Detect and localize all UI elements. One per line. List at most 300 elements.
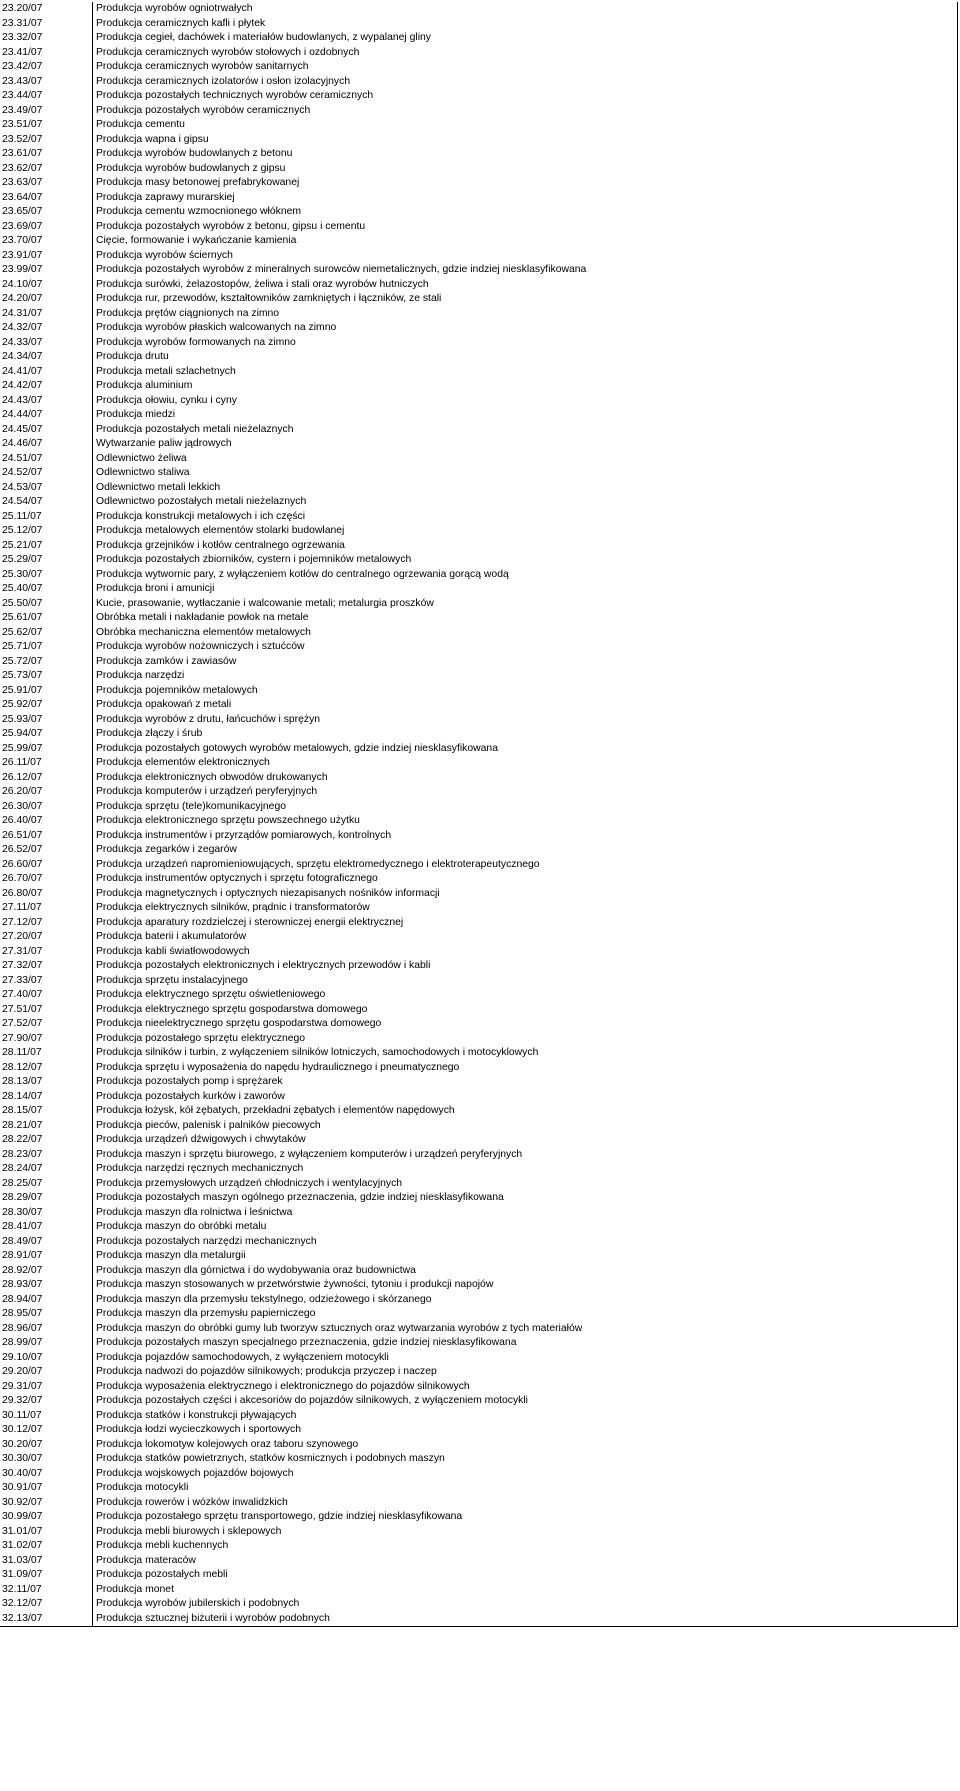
activity-code: 23.42/07	[0, 60, 93, 75]
activity-code: 26.52/07	[0, 843, 93, 858]
activity-code: 26.11/07	[0, 756, 93, 771]
table-row	[0, 17, 958, 32]
activity-description: Produkcja maszyn dla metalurgii	[93, 1249, 958, 1264]
activity-description: Wytwarzanie paliw jądrowych	[93, 437, 958, 452]
table-row	[0, 379, 958, 394]
table-row	[0, 292, 958, 307]
activity-description: Produkcja metali szlachetnych	[93, 365, 958, 380]
table-row	[0, 814, 958, 829]
table-row	[0, 1119, 958, 1134]
activity-code: 29.31/07	[0, 1380, 93, 1395]
activity-description: Produkcja aluminium	[93, 379, 958, 394]
activity-description: Produkcja pozostałych wyrobów ceramicznych	[93, 104, 958, 119]
activity-description: Produkcja wyrobów budowlanych z gipsu	[93, 162, 958, 177]
activity-description: Produkcja statków i konstrukcji pływających	[93, 1409, 958, 1424]
activity-code: 24.53/07	[0, 481, 93, 496]
activity-code: 23.62/07	[0, 162, 93, 177]
table-row	[0, 611, 958, 626]
activity-code: 28.23/07	[0, 1148, 93, 1163]
activity-description: Produkcja urządzeń napromieniowujących, sprzętu elektromedycznego i elektroterapeutycznego	[93, 858, 958, 873]
table-row	[0, 829, 958, 844]
activity-description: Produkcja wyrobów ściernych	[93, 249, 958, 264]
activity-code: 25.93/07	[0, 713, 93, 728]
activity-code: 23.63/07	[0, 176, 93, 191]
activity-code: 28.30/07	[0, 1206, 93, 1221]
table-row	[0, 1293, 958, 1308]
activity-description: Produkcja wyrobów budowlanych z betonu	[93, 147, 958, 162]
activity-description: Produkcja kabli światłowodowych	[93, 945, 958, 960]
table-row	[0, 2, 958, 17]
table-row	[0, 510, 958, 525]
table-row	[0, 1394, 958, 1409]
activity-code: 30.91/07	[0, 1481, 93, 1496]
activity-code: 25.40/07	[0, 582, 93, 597]
activity-code: 23.49/07	[0, 104, 93, 119]
activity-description: Produkcja nieelektrycznego sprzętu gospodarstwa domowego	[93, 1017, 958, 1032]
table-row	[0, 234, 958, 249]
table-row	[0, 1104, 958, 1119]
activity-description: Produkcja motocykli	[93, 1481, 958, 1496]
activity-code: 30.20/07	[0, 1438, 93, 1453]
activity-code: 28.13/07	[0, 1075, 93, 1090]
activity-description: Produkcja pieców, palenisk i palników piecowych	[93, 1119, 958, 1134]
activity-code: 31.03/07	[0, 1554, 93, 1569]
table-row	[0, 423, 958, 438]
table-row	[0, 945, 958, 960]
activity-code: 28.95/07	[0, 1307, 93, 1322]
table-row	[0, 1148, 958, 1163]
activity-code: 24.52/07	[0, 466, 93, 481]
table-row	[0, 1568, 958, 1583]
activity-code: 28.94/07	[0, 1293, 93, 1308]
table-row	[0, 495, 958, 510]
table-row	[0, 394, 958, 409]
activity-description: Produkcja sprzętu (tele)komunikacyjnego	[93, 800, 958, 815]
table-row	[0, 684, 958, 699]
activity-description: Produkcja cementu	[93, 118, 958, 133]
table-row	[0, 1307, 958, 1322]
activity-description: Odlewnictwo staliwa	[93, 466, 958, 481]
table-row	[0, 1336, 958, 1351]
table-row	[0, 974, 958, 989]
table-row	[0, 1583, 958, 1598]
activity-description: Produkcja miedzi	[93, 408, 958, 423]
activity-code: 23.61/07	[0, 147, 93, 162]
activity-description: Produkcja elektrycznego sprzętu oświetleniowego	[93, 988, 958, 1003]
table-row	[0, 582, 958, 597]
activity-description: Odlewnictwo metali lekkich	[93, 481, 958, 496]
activity-description: Produkcja broni i amunicji	[93, 582, 958, 597]
activity-code: 27.12/07	[0, 916, 93, 931]
activity-code: 24.43/07	[0, 394, 93, 409]
table-row	[0, 1467, 958, 1482]
activity-description: Produkcja materaców	[93, 1554, 958, 1569]
activity-code: 28.22/07	[0, 1133, 93, 1148]
activity-code: 23.43/07	[0, 75, 93, 90]
activity-code: 26.12/07	[0, 771, 93, 786]
activity-code: 24.31/07	[0, 307, 93, 322]
table-row	[0, 1409, 958, 1424]
table-row	[0, 713, 958, 728]
activity-code: 23.20/07	[0, 2, 93, 17]
table-row	[0, 147, 958, 162]
table-row	[0, 1423, 958, 1438]
activity-code: 25.12/07	[0, 524, 93, 539]
activity-code: 28.91/07	[0, 1249, 93, 1264]
table-row	[0, 89, 958, 104]
activity-description: Produkcja baterii i akumulatorów	[93, 930, 958, 945]
activity-code: 24.10/07	[0, 278, 93, 293]
table-row	[0, 133, 958, 148]
activity-description: Produkcja ceramicznych wyrobów sanitarnych	[93, 60, 958, 75]
activity-code: 24.34/07	[0, 350, 93, 365]
table-row	[0, 104, 958, 119]
activity-description: Produkcja mebli biurowych i sklepowych	[93, 1525, 958, 1540]
activity-code: 25.91/07	[0, 684, 93, 699]
activity-code: 28.49/07	[0, 1235, 93, 1250]
table-row	[0, 698, 958, 713]
activity-description: Produkcja cementu wzmocnionego włóknem	[93, 205, 958, 220]
activity-code: 26.40/07	[0, 814, 93, 829]
activity-description: Odlewnictwo pozostałych metali nieżelaznych	[93, 495, 958, 510]
activity-description: Produkcja elektrycznego sprzętu gospodarstwa domowego	[93, 1003, 958, 1018]
activity-code: 23.32/07	[0, 31, 93, 46]
table-row	[0, 655, 958, 670]
activity-description: Produkcja wyrobów nożowniczych i sztućców	[93, 640, 958, 655]
activity-code: 23.44/07	[0, 89, 93, 104]
activity-code: 27.32/07	[0, 959, 93, 974]
table-row	[0, 176, 958, 191]
activity-code: 32.11/07	[0, 1583, 93, 1598]
table-row	[0, 1496, 958, 1511]
activity-description: Produkcja cegieł, dachówek i materiałów budowlanych, z wypalanej gliny	[93, 31, 958, 46]
activity-description: Produkcja urządzeń dźwigowych i chwytaków	[93, 1133, 958, 1148]
activity-code: 26.60/07	[0, 858, 93, 873]
table-row	[0, 1191, 958, 1206]
activity-description: Produkcja wyrobów płaskich walcowanych na zimno	[93, 321, 958, 336]
table-row	[0, 437, 958, 452]
activity-description: Produkcja lokomotyw kolejowych oraz taboru szynowego	[93, 1438, 958, 1453]
table-row	[0, 887, 958, 902]
activity-description: Produkcja maszyn dla przemysłu tekstylnego, odzieżowego i skórzanego	[93, 1293, 958, 1308]
table-row	[0, 1017, 958, 1032]
table-row	[0, 930, 958, 945]
activity-description: Produkcja ceramicznych kafli i płytek	[93, 17, 958, 32]
table-row	[0, 1235, 958, 1250]
activity-description: Produkcja elektrycznych silników, prądnic i transformatorów	[93, 901, 958, 916]
activity-code: 23.41/07	[0, 46, 93, 61]
activity-code: 28.11/07	[0, 1046, 93, 1061]
activity-code: 29.32/07	[0, 1394, 93, 1409]
activity-description: Produkcja łodzi wycieczkowych i sportowych	[93, 1423, 958, 1438]
table-row	[0, 1351, 958, 1366]
table-row	[0, 1075, 958, 1090]
activity-description: Produkcja wojskowych pojazdów bojowych	[93, 1467, 958, 1482]
table-row	[0, 1597, 958, 1612]
activity-code: 31.09/07	[0, 1568, 93, 1583]
table-row	[0, 1177, 958, 1192]
activity-code: 24.46/07	[0, 437, 93, 452]
activity-description: Produkcja pojazdów samochodowych, z wyłączeniem motocykli	[93, 1351, 958, 1366]
activity-code: 25.29/07	[0, 553, 93, 568]
activity-description: Produkcja silników i turbin, z wyłączeniem silników lotniczych, samochodowych i motocyklowych	[93, 1046, 958, 1061]
activity-description: Produkcja przemysłowych urządzeń chłodniczych i wentylacyjnych	[93, 1177, 958, 1192]
table-row	[0, 1220, 958, 1235]
activity-code: 27.11/07	[0, 901, 93, 916]
activity-code: 28.96/07	[0, 1322, 93, 1337]
activity-code: 23.69/07	[0, 220, 93, 235]
activity-description: Produkcja prętów ciągnionych na zimno	[93, 307, 958, 322]
activity-description: Produkcja pozostałych maszyn specjalnego przeznaczenia, gdzie indziej niesklasyfikowana	[93, 1336, 958, 1351]
activity-description: Produkcja instrumentów optycznych i sprzętu fotograficznego	[93, 872, 958, 887]
activity-description: Produkcja statków powietrznych, statków kosmicznych i podobnych maszyn	[93, 1452, 958, 1467]
activity-code: 28.99/07	[0, 1336, 93, 1351]
activity-description: Produkcja sprzętu instalacyjnego	[93, 974, 958, 989]
activity-code: 30.92/07	[0, 1496, 93, 1511]
activity-description: Produkcja wyrobów ogniotrwałych	[93, 2, 958, 17]
activity-code: 28.92/07	[0, 1264, 93, 1279]
activity-code: 30.40/07	[0, 1467, 93, 1482]
activity-description: Produkcja pozostałych narzędzi mechanicznych	[93, 1235, 958, 1250]
activity-code: 28.25/07	[0, 1177, 93, 1192]
table-row	[0, 60, 958, 75]
activity-code: 23.31/07	[0, 17, 93, 32]
activity-code: 28.12/07	[0, 1061, 93, 1076]
table-row	[0, 452, 958, 467]
table-row	[0, 1133, 958, 1148]
table-row	[0, 46, 958, 61]
activity-code: 25.62/07	[0, 626, 93, 641]
activity-code: 24.51/07	[0, 452, 93, 467]
table-row	[0, 1510, 958, 1525]
table-row	[0, 408, 958, 423]
table-row	[0, 858, 958, 873]
activity-description: Produkcja maszyn dla rolnictwa i leśnictwa	[93, 1206, 958, 1221]
activity-description: Produkcja pozostałych kurków i zaworów	[93, 1090, 958, 1105]
activity-description: Produkcja maszyn i sprzętu biurowego, z wyłączeniem komputerów i urządzeń peryferyjnych	[93, 1148, 958, 1163]
activity-code: 24.41/07	[0, 365, 93, 380]
table-row	[0, 365, 958, 380]
activity-description: Produkcja łożysk, kół zębatych, przekładni zębatych i elementów napędowych	[93, 1104, 958, 1119]
table-row	[0, 1452, 958, 1467]
activity-description: Produkcja komputerów i urządzeń peryferyjnych	[93, 785, 958, 800]
activity-code: 28.15/07	[0, 1104, 93, 1119]
activity-description: Produkcja maszyn stosowanych w przetwórstwie żywności, tytoniu i produkcji napojów	[93, 1278, 958, 1293]
activity-description: Produkcja wyrobów formowanych na zimno	[93, 336, 958, 351]
activity-description: Produkcja wyrobów z drutu, łańcuchów i sprężyn	[93, 713, 958, 728]
activity-code: 27.31/07	[0, 945, 93, 960]
table-row	[0, 1554, 958, 1569]
activity-description: Produkcja mebli kuchennych	[93, 1539, 958, 1554]
activity-description: Produkcja złączy i śrub	[93, 727, 958, 742]
table-row	[0, 1278, 958, 1293]
activity-description: Produkcja ceramicznych wyrobów stołowych i ozdobnych	[93, 46, 958, 61]
table-row	[0, 1206, 958, 1221]
activity-code: 31.02/07	[0, 1539, 93, 1554]
activity-description: Produkcja pozostałych zbiorników, cystern i pojemników metalowych	[93, 553, 958, 568]
activity-code: 29.10/07	[0, 1351, 93, 1366]
table-row	[0, 1365, 958, 1380]
activity-code: 24.32/07	[0, 321, 93, 336]
activity-code: 28.41/07	[0, 1220, 93, 1235]
table-row	[0, 263, 958, 278]
activity-description: Produkcja pozostałych wyrobów z betonu, gipsu i cementu	[93, 220, 958, 235]
table-row	[0, 162, 958, 177]
table-row	[0, 1525, 958, 1540]
activity-code: 23.52/07	[0, 133, 93, 148]
activity-code: 27.33/07	[0, 974, 93, 989]
table-row	[0, 249, 958, 264]
table-row	[0, 1061, 958, 1076]
table-row	[0, 1264, 958, 1279]
table-row	[0, 742, 958, 757]
table-row	[0, 278, 958, 293]
activity-code: 28.14/07	[0, 1090, 93, 1105]
table-row	[0, 669, 958, 684]
table-row	[0, 1046, 958, 1061]
activity-code: 31.01/07	[0, 1525, 93, 1540]
table-row	[0, 220, 958, 235]
activity-description: Produkcja narzędzi ręcznych mechanicznych	[93, 1162, 958, 1177]
activity-code: 32.12/07	[0, 1597, 93, 1612]
activity-code: 27.52/07	[0, 1017, 93, 1032]
table-row	[0, 916, 958, 931]
activity-description: Produkcja nadwozi do pojazdów silnikowych; produkcja przyczep i naczep	[93, 1365, 958, 1380]
table-row	[0, 800, 958, 815]
table-row	[0, 1322, 958, 1337]
activity-description: Produkcja wytwornic pary, z wyłączeniem kotłów do centralnego ogrzewania gorącą wodą	[93, 568, 958, 583]
activity-code: 25.21/07	[0, 539, 93, 554]
table-row	[0, 31, 958, 46]
classification-table	[0, 2, 958, 1627]
activity-description: Produkcja pozostałych gotowych wyrobów metalowych, gdzie indziej niesklasyfikowana	[93, 742, 958, 757]
table-row	[0, 1249, 958, 1264]
activity-description: Produkcja maszyn dla górnictwa i do wydobywania oraz budownictwa	[93, 1264, 958, 1279]
activity-code: 27.40/07	[0, 988, 93, 1003]
activity-description: Kucie, prasowanie, wytłaczanie i walcowanie metali; metalurgia proszków	[93, 597, 958, 612]
activity-description: Produkcja opakowań z metali	[93, 698, 958, 713]
activity-description: Cięcie, formowanie i wykańczanie kamienia	[93, 234, 958, 249]
table-row	[0, 481, 958, 496]
activity-code: 23.99/07	[0, 263, 93, 278]
table-row	[0, 1539, 958, 1554]
activity-description: Produkcja pozostałych mebli	[93, 1568, 958, 1583]
activity-code: 25.30/07	[0, 568, 93, 583]
activity-description: Produkcja pozostałych technicznych wyrobów ceramicznych	[93, 89, 958, 104]
activity-description: Produkcja rowerów i wózków inwalidzkich	[93, 1496, 958, 1511]
activity-description: Produkcja monet	[93, 1583, 958, 1598]
activity-description: Produkcja instrumentów i przyrządów pomiarowych, kontrolnych	[93, 829, 958, 844]
table-row	[0, 1438, 958, 1453]
activity-description: Produkcja masy betonowej prefabrykowanej	[93, 176, 958, 191]
table-row	[0, 466, 958, 481]
activity-description: Produkcja pozostałych elektronicznych i elektrycznych przewodów i kabli	[93, 959, 958, 974]
activity-description: Produkcja grzejników i kotłów centralnego ogrzewania	[93, 539, 958, 554]
activity-code: 23.65/07	[0, 205, 93, 220]
activity-description: Produkcja metalowych elementów stolarki budowlanej	[93, 524, 958, 539]
activity-description: Produkcja wyposażenia elektrycznego i elektronicznego do pojazdów silnikowych	[93, 1380, 958, 1395]
activity-code: 30.12/07	[0, 1423, 93, 1438]
activity-code: 30.99/07	[0, 1510, 93, 1525]
activity-code: 25.11/07	[0, 510, 93, 525]
activity-code: 27.51/07	[0, 1003, 93, 1018]
activity-code: 26.51/07	[0, 829, 93, 844]
activity-description: Produkcja konstrukcji metalowych i ich części	[93, 510, 958, 525]
activity-description: Produkcja pozostałego sprzętu transportowego, gdzie indziej niesklasyfikowana	[93, 1510, 958, 1525]
activity-code: 23.64/07	[0, 191, 93, 206]
activity-code: 25.72/07	[0, 655, 93, 670]
table-row	[0, 988, 958, 1003]
activity-description: Produkcja drutu	[93, 350, 958, 365]
activity-code: 30.11/07	[0, 1409, 93, 1424]
activity-code: 32.13/07	[0, 1612, 93, 1627]
table-row	[0, 626, 958, 641]
activity-code: 30.30/07	[0, 1452, 93, 1467]
activity-description: Produkcja maszyn do obróbki metalu	[93, 1220, 958, 1235]
activity-code: 25.92/07	[0, 698, 93, 713]
activity-description: Produkcja ołowiu, cynku i cyny	[93, 394, 958, 409]
activity-description: Obróbka mechaniczna elementów metalowych	[93, 626, 958, 641]
activity-description: Produkcja pojemników metalowych	[93, 684, 958, 699]
activity-description: Produkcja pozostałych wyrobów z mineralnych surowców niemetalicznych, gdzie indziej niesklasyfikowana	[93, 263, 958, 278]
activity-code: 24.45/07	[0, 423, 93, 438]
activity-description: Produkcja pozostałych części i akcesoriów do pojazdów silnikowych, z wyłączeniem motocykli	[93, 1394, 958, 1409]
activity-code: 28.24/07	[0, 1162, 93, 1177]
activity-code: 25.61/07	[0, 611, 93, 626]
activity-description: Produkcja rur, przewodów, kształtowników zamkniętych i łączników, ze stali	[93, 292, 958, 307]
activity-code: 27.20/07	[0, 930, 93, 945]
activity-description: Produkcja sprzętu i wyposażenia do napędu hydraulicznego i pneumatycznego	[93, 1061, 958, 1076]
table-row	[0, 307, 958, 322]
activity-description: Produkcja narzędzi	[93, 669, 958, 684]
activity-code: 25.94/07	[0, 727, 93, 742]
table-row	[0, 539, 958, 554]
activity-description: Produkcja elementów elektronicznych	[93, 756, 958, 771]
table-row	[0, 843, 958, 858]
activity-description: Produkcja pozostałych maszyn ogólnego przeznaczenia, gdzie indziej niesklasyfikowana	[93, 1191, 958, 1206]
activity-description: Produkcja ceramicznych izolatorów i osłon izolacyjnych	[93, 75, 958, 90]
table-row	[0, 756, 958, 771]
activity-description: Produkcja zegarków i zegarów	[93, 843, 958, 858]
activity-description: Produkcja wapna i gipsu	[93, 133, 958, 148]
activity-description: Produkcja zaprawy murarskiej	[93, 191, 958, 206]
activity-description: Produkcja sztucznej biżuterii i wyrobów podobnych	[93, 1612, 958, 1627]
activity-code: 24.54/07	[0, 495, 93, 510]
table-row	[0, 553, 958, 568]
activity-description: Produkcja maszyn do obróbki gumy lub tworzyw sztucznych oraz wytwarzania wyrobów z tych materiałów	[93, 1322, 958, 1337]
table-row	[0, 205, 958, 220]
activity-code: 28.93/07	[0, 1278, 93, 1293]
table-row	[0, 901, 958, 916]
table-row	[0, 959, 958, 974]
activity-code: 28.21/07	[0, 1119, 93, 1134]
activity-code: 26.30/07	[0, 800, 93, 815]
activity-code: 26.20/07	[0, 785, 93, 800]
activity-code: 28.29/07	[0, 1191, 93, 1206]
activity-code: 29.20/07	[0, 1365, 93, 1380]
table-row	[0, 524, 958, 539]
table-row	[0, 336, 958, 351]
activity-code: 24.20/07	[0, 292, 93, 307]
activity-description: Produkcja magnetycznych i optycznych niezapisanych nośników informacji	[93, 887, 958, 902]
activity-code: 25.73/07	[0, 669, 93, 684]
table-row	[0, 1481, 958, 1496]
activity-code: 23.91/07	[0, 249, 93, 264]
table-row	[0, 1612, 958, 1627]
table-row	[0, 118, 958, 133]
activity-description: Produkcja elektronicznego sprzętu powszechnego użytku	[93, 814, 958, 829]
table-row	[0, 785, 958, 800]
